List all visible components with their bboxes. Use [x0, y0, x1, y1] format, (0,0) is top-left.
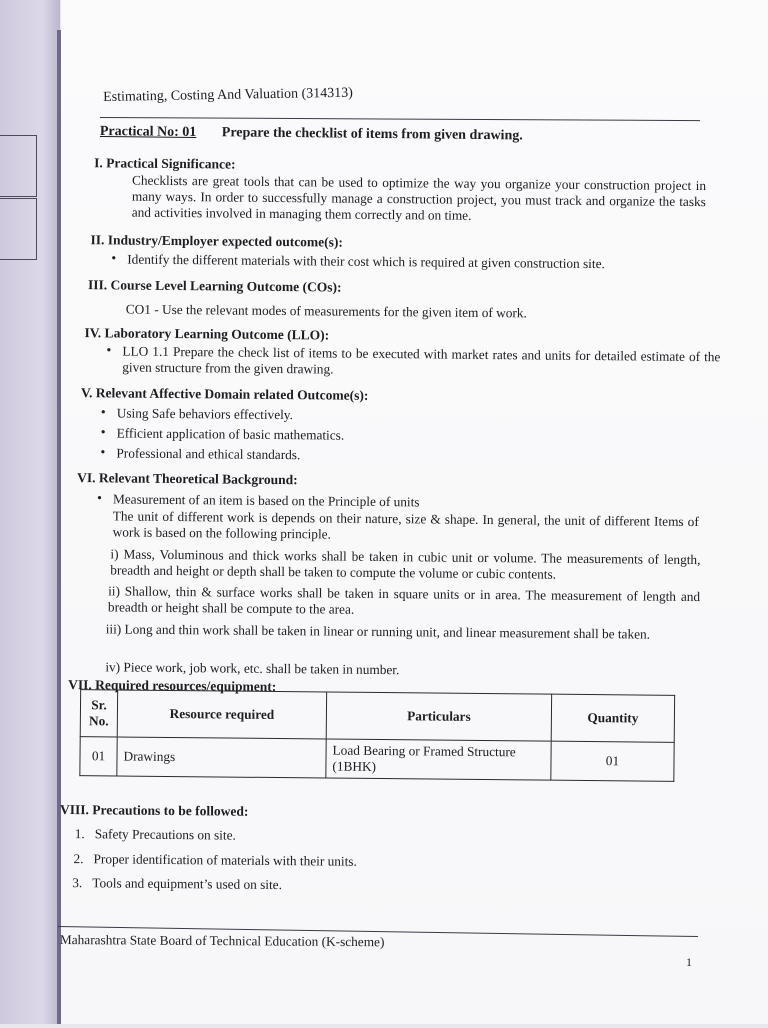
table-row	[80, 737, 674, 782]
theory-paragraph: i) Mass, Voluminous and thick works shall be taken in cubic unit or volume. The measurements of length, breadth and height or depth shall be taken to compute the volume or cubic contents.	[110, 546, 701, 582]
list-item	[75, 826, 236, 844]
section-text: CO1 - Use the relevant modes of measurements for the given item of work.	[125, 301, 527, 321]
list-item: • LLO 1.1 Prepare the check list of items to be executed with market rates and units for detailed estimate of the given structure from the given drawing.	[104, 343, 720, 381]
list-text: Tools and equipment’s used on site.	[92, 875, 283, 893]
theory-paragraph: ii) Shallow, thin & surface works shall be taken in square units or in area. The measurement of length and breadth or height shall be compute to the area.	[107, 583, 701, 617]
list-item: • Using Safe behaviors effectively.	[99, 405, 617, 426]
list-text: Safety Precautions on site.	[94, 826, 236, 843]
section-text: Checklists are great tools that can be used to optimize the way you organize your construction project in many ways. In order to successfully manage a construction project, you must track and organize the tasks and activities involved in managing them correctly and on time.	[131, 172, 707, 223]
course-header: Estimating, Costing And Valuation (314313)	[103, 85, 354, 105]
column-header: Sr. No.	[80, 690, 117, 737]
practical-number: Practical No: 01	[99, 124, 197, 141]
list-item: • Measurement of an item is based on the Principle of units	[95, 491, 693, 513]
section-heading: IV. Laboratory Learning Outcome (LLO):	[84, 325, 330, 343]
section-heading: VIII. Precautions to be followed:	[59, 801, 249, 819]
theory-paragraph: iii) Long and thin work shall be taken in linear or running unit, and linear measurement shall be taken.	[105, 621, 651, 642]
table-cell: 01	[80, 737, 117, 776]
table-cell: Drawings	[117, 737, 326, 778]
theory-paragraph: iv) Piece work, job work, etc. shall be taken in number.	[105, 659, 400, 678]
section-heading: VII. Required resources/equipment:	[68, 677, 277, 695]
section-heading: I. Practical Significance:	[94, 155, 236, 172]
list-item	[72, 875, 282, 893]
list-item: • Professional and ethical standards.	[98, 445, 616, 466]
list-item: • Efficient application of basic mathematics.	[99, 425, 617, 446]
list-number: 2.	[73, 851, 84, 867]
section-heading: III. Course Level Learning Outcome (COs):	[87, 277, 342, 295]
column-header: Quantity	[551, 694, 674, 742]
column-header: Particulars	[326, 692, 551, 741]
list-item: • Identify the different materials with their cost which is required at given construction site.	[109, 251, 717, 273]
list-text: Proper identification of materials with their units.	[93, 851, 357, 869]
theory-paragraph: The unit of different work is depends on their nature, size & shape. In general, the unit of different Items of work is based on the following principle.	[112, 508, 699, 542]
table-cell: 01	[551, 741, 674, 781]
list-item	[73, 851, 356, 870]
page-number: 1	[686, 955, 692, 969]
table-cell: Load Bearing or Framed Structure (1BHK)	[326, 739, 551, 780]
section-heading: VI. Relevant Theoretical Background:	[77, 470, 298, 488]
practical-heading: Prepare the checklist of items from given drawing.	[221, 125, 523, 144]
list-number: 3.	[72, 875, 83, 891]
footer-text: Maharashtra State Board of Technical Education (K-scheme)	[59, 932, 385, 950]
section-heading: V. Relevant Affective Domain related Outcome(s):	[80, 385, 369, 403]
section-heading: II. Industry/Employer expected outcome(s):	[90, 232, 344, 250]
list-number: 1.	[74, 826, 85, 842]
column-header: Resource required	[117, 690, 326, 739]
resources-table	[79, 689, 675, 782]
table-header-row	[80, 690, 674, 743]
